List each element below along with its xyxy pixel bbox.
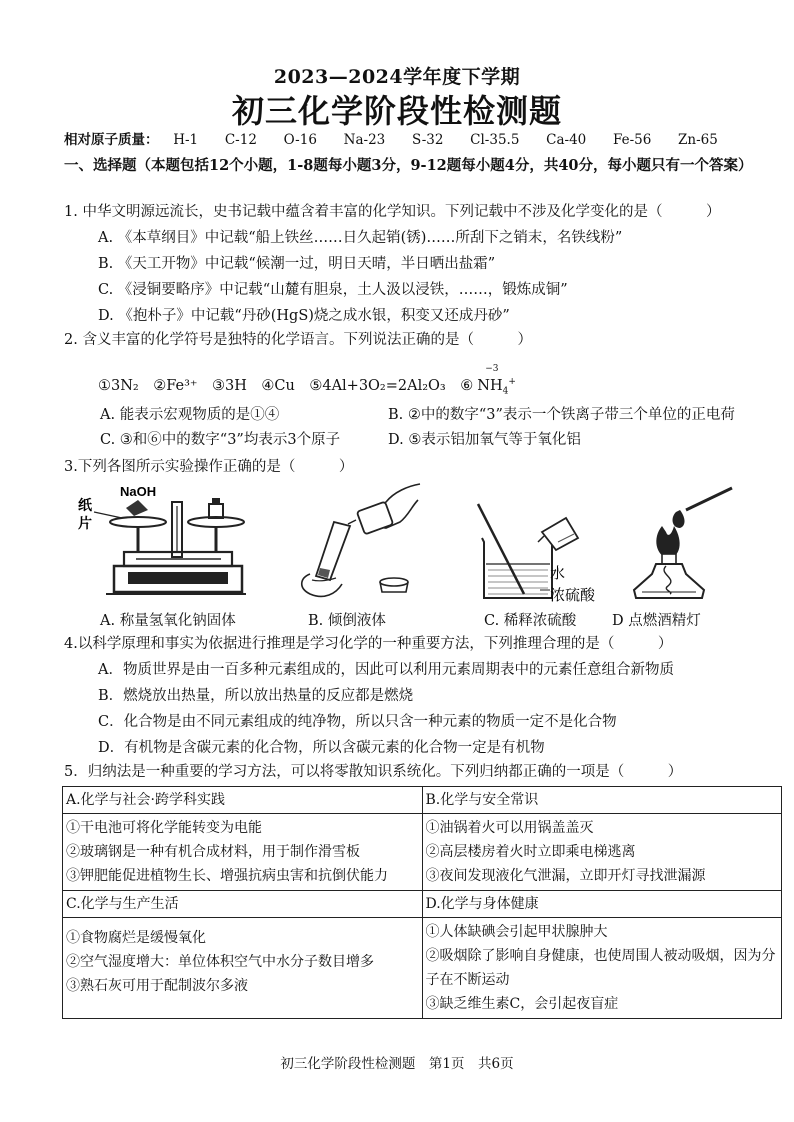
list-item: ③缺乏维生素C，会引起夜盲症 [425, 996, 619, 1012]
list-item: ①干电池可将化学能转变为电能 [66, 820, 262, 836]
ammonium-base: NH [477, 378, 503, 394]
question-2-option-a: A. 能表示宏观物质的是①④ [100, 407, 280, 423]
atomic-masses [64, 128, 740, 148]
list-item: ①食物腐烂是缓慢氧化 [66, 930, 206, 946]
question-4-option-b: B．燃烧放出热量，所以放出热量的反应都是燃烧 [98, 688, 414, 704]
atomic-mass: Cl-35.5 [470, 132, 520, 148]
cell-a-title: A.化学与社会·跨学科实践 [63, 787, 423, 814]
paper-label-1: 纸 [78, 498, 92, 514]
question-1-stem: 1. 中华文明源远流长，史书记载中蕴含着丰富的化学知识。下列记载中不涉及化学变化的是（ ） [64, 204, 721, 220]
page-title: 初三化学阶段性检测题 [231, 92, 562, 130]
naoh-label: NaOH [120, 484, 157, 499]
atomic-mass: S-32 [411, 132, 444, 148]
cell-d-title: D.化学与身体健康 [422, 891, 782, 918]
question-2-option-b: B. ②中的数字“3”表示一个铁离子带三个单位的正电荷 [388, 407, 735, 423]
atomic-masses-label: 相对原子质量： [64, 132, 159, 148]
paper-label-2: 片 [78, 516, 92, 532]
caption-b: B. 倾倒液体 [308, 613, 386, 629]
question-4-option-a: A．物质世界是由一百多种元素组成的，因此可以利用元素周期表中的元素任意组合新物质 [98, 662, 674, 678]
list-item: ①人体缺碘会引起甲状腺肿大 [425, 924, 608, 940]
question-2-stem: 2. 含义丰富的化学符号是独特的化学语言。下列说法正确的是（ ） [64, 332, 532, 348]
cell-a-items [63, 814, 423, 891]
balance-illustration [76, 482, 246, 607]
caption-d: D 点燃酒精灯 [612, 613, 701, 629]
page-footer: 初三化学阶段性检测题 第1页 共6页 [280, 1056, 514, 1072]
question-1-option-c: C. 《浸铜要略序》中记载“山麓有胆泉，土人汲以浸铁，……，锻炼成铜” [98, 282, 568, 298]
atomic-mass: Ca-40 [546, 132, 587, 148]
caption-a: A. 称量氢氧化钠固体 [100, 613, 236, 629]
list-item: ②高层楼房着火时立即乘电梯逃离 [425, 844, 636, 860]
oxidation-state: −3 [485, 364, 499, 375]
pouring-illustration [290, 482, 450, 607]
acid-label: 浓硫酸 [550, 586, 596, 604]
alcohol-lamp-illustration [628, 482, 738, 607]
dilution-illustration [470, 482, 610, 607]
atomic-mass: Fe-56 [612, 132, 652, 148]
question-4-option-d: D．有机物是含碳元素的化合物，所以含碳元素的化合物一定是有机物 [98, 740, 545, 756]
list-item: ②玻璃钢是一种有机合成材料，用于制作滑雪板 [66, 844, 360, 860]
list-item: ③钾肥能促进植物生长、增强抗病虫害和抗倒伏能力 [66, 868, 388, 884]
formula-list: ①3N₂ ②Fe³⁺ ③3H ④Cu ⑤4Al+3O₂=2Al₂O₃ ⑥ [98, 378, 474, 394]
question-1-option-a: A. 《本草纲目》中记载“船上铁丝……日久起销(锈)……所刮下之销末，名铁线粉” [98, 230, 623, 246]
list-item: ②空气湿度增大：单位体积空气中水分子数目增多 [66, 954, 374, 970]
summary-table [62, 786, 782, 1019]
list-item: ②吸烟除了影响自身健康，也使周围人被动吸烟，因为分子在不断运动 [425, 948, 776, 988]
list-item: ③夜间发现液化气泄漏，立即开灯寻找泄漏源 [425, 868, 706, 884]
question-1-option-b: B. 《天工开物》中记载“候潮一过，明日天晴，半日晒出盐霜” [98, 256, 496, 272]
question-4-stem: 4.以科学原理和事实为依据进行推理是学习化学的一种重要方法，下列推理合理的是（ ） [64, 636, 673, 652]
cell-c-title: C.化学与生产生活 [63, 891, 423, 918]
question-2-option-c: C. ③和⑥中的数字“3”均表示3个原子 [100, 432, 341, 448]
atomic-mass: Zn-65 [678, 132, 718, 148]
water-label: 水 [550, 564, 566, 582]
cell-b-title: B.化学与安全常识 [422, 787, 782, 814]
atomic-mass: C-12 [224, 132, 257, 148]
cell-b-items [422, 814, 782, 891]
question-5-stem: 5．归纳法是一种重要的学习方法，可以将零散知识系统化。下列归纳都正确的一项是（ ） [64, 764, 683, 780]
ammonium-sub: 4 [502, 386, 509, 397]
atomic-mass: Na-23 [343, 132, 386, 148]
ammonium-charge: + [508, 377, 516, 388]
caption-c: C. 稀释浓硫酸 [484, 613, 577, 629]
question-2-option-d: D. ⑤表示铝加氧气等于氧化铝 [388, 432, 581, 448]
atomic-mass: O-16 [283, 132, 317, 148]
list-item: ①油锅着火可以用锅盖盖灭 [425, 820, 594, 836]
question-4-option-c: C．化合物是由不同元素组成的纯净物，所以只含一种元素的物质一定不是化合物 [98, 714, 617, 730]
list-item: ③熟石灰可用于配制波尔多液 [66, 978, 248, 994]
school-year: 2023—2024学年度下学期 [273, 66, 521, 88]
cell-c-items [63, 918, 423, 1019]
question-3-stem: 3.下列各图所示实验操作正确的是（ ） [64, 459, 354, 475]
cell-d-items [422, 918, 782, 1019]
ammonium-ion [477, 364, 516, 397]
atomic-mass: H-1 [173, 132, 199, 148]
section-heading: 一、选择题（本题包括12个小题，1-8题每小题3分，9-12题每小题4分，共40分，每小题只有一个答案） [64, 157, 753, 174]
question-2-formulas [98, 364, 516, 397]
question-1-option-d: D. 《抱朴子》中记载“丹砂(HgS)烧之成水银，积变又还成丹砂” [98, 308, 510, 324]
